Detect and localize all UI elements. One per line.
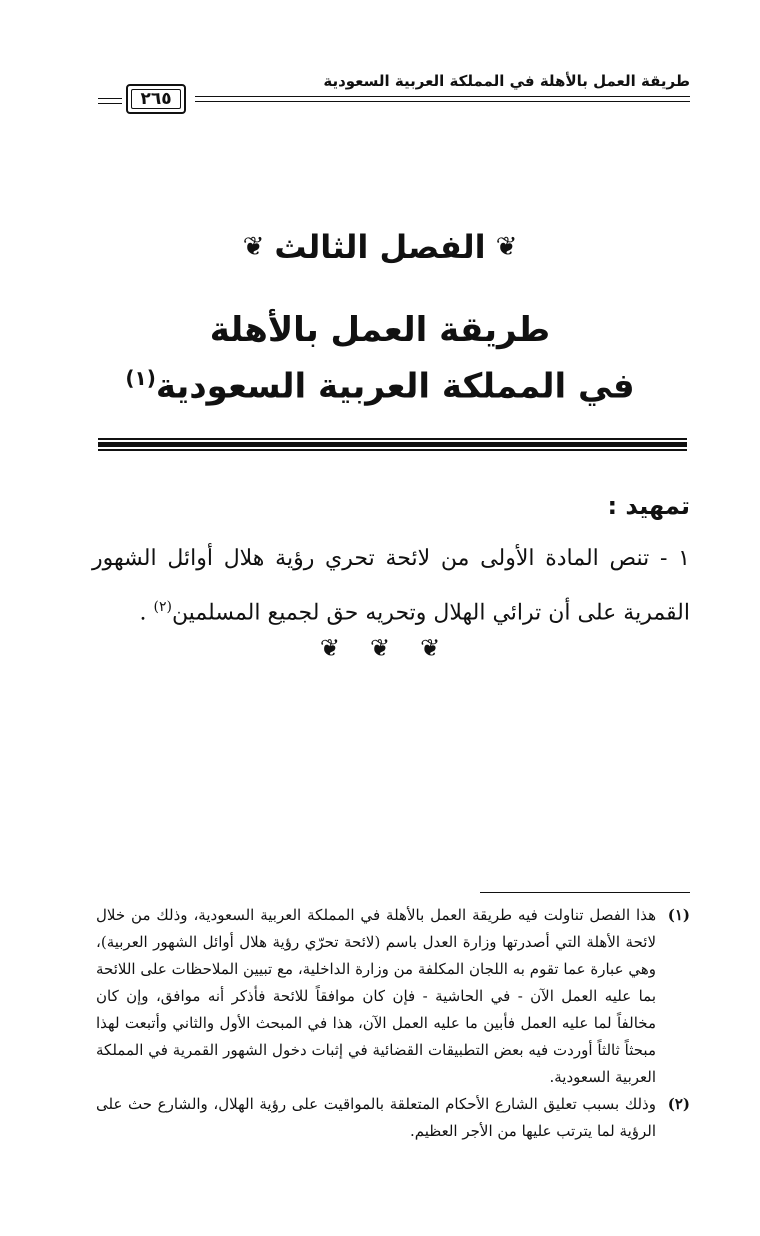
intro-heading: تمهيد : xyxy=(607,492,690,520)
header-rule-left xyxy=(98,98,122,104)
title-line2-text: في المملكة العربية السعودية xyxy=(155,366,635,407)
footnote-text: وذلك بسبب تعليق الشارع الأحكام المتعلقة بالمواقيت على رؤية الهلال، والشارع حث على الرؤية لما يترتب عليها من الأجر العظيم. xyxy=(96,1095,656,1140)
chapter-label: الفصل الثالث xyxy=(274,228,486,266)
header-rule xyxy=(195,96,690,102)
separator-ornament-icon: ❦ xyxy=(319,634,340,662)
ornament-left-icon: ❦ xyxy=(242,232,265,262)
footnote-2 xyxy=(96,1091,690,1145)
intro-text: ١ - تنص المادة الأولى من لائحة تحري رؤية هلال أوائل الشهور القمرية على أن ترائي الهلال وتحريه حق لجميع المسلمين xyxy=(92,546,690,626)
title-footnote-ref[interactable]: (١) xyxy=(125,366,156,390)
chapter-heading xyxy=(0,228,760,266)
page-number-box xyxy=(126,84,186,114)
intro-footnote-ref[interactable]: (٢) xyxy=(153,599,172,615)
footnotes xyxy=(96,902,690,1145)
footnote-mark: (١) xyxy=(667,906,690,924)
section-separator xyxy=(0,636,760,660)
chapter-title-line2 xyxy=(0,366,760,406)
running-title: طريقة العمل بالأهلة في المملكة العربية السعودية xyxy=(323,72,690,90)
title-rule xyxy=(98,438,687,451)
separator-ornament-icon: ❦ xyxy=(369,634,391,662)
footnote-text: هذا الفصل تناولت فيه طريقة العمل بالأهلة في المملكة العربية السعودية، وذلك من خلال لائحة الأهلة التي أصدرتها وزارة العدل باسم (لائحة تحرّي رؤية هلال أوائل الشهور العربية)، وهي عبارة عما تقوم به اللجان المكلفة من وزارة الداخلية، مع تبيين الملاحظات على اللائحة بما عليه العمل الآن - في الحاشية - فإن كان موافقاً للائحة فأذكر أنه موافق، وإن كان مخالفاً لما عليه العمل فأبين ما عليه العمل الآن، هذا في المبحث الأول والثاني وأتبعت لهذا مبحثاً ثالثاً أوردت فيه بعض التطبيقات القضائية في إثبات دخول الشهور القمرية في المملكة العربية السعودية. xyxy=(96,906,656,1086)
footnote-rule xyxy=(480,892,690,893)
footnote-1 xyxy=(96,902,690,1091)
separator-ornament-icon: ❦ xyxy=(420,634,441,662)
intro-paragraph xyxy=(92,535,690,637)
ornament-right-icon: ❦ xyxy=(495,232,518,262)
intro-end: . xyxy=(139,600,154,626)
chapter-title-line1: طريقة العمل بالأهلة xyxy=(209,310,551,350)
footnote-mark: (٢) xyxy=(667,1095,690,1113)
page-number: ٢٦٥ xyxy=(140,89,172,109)
